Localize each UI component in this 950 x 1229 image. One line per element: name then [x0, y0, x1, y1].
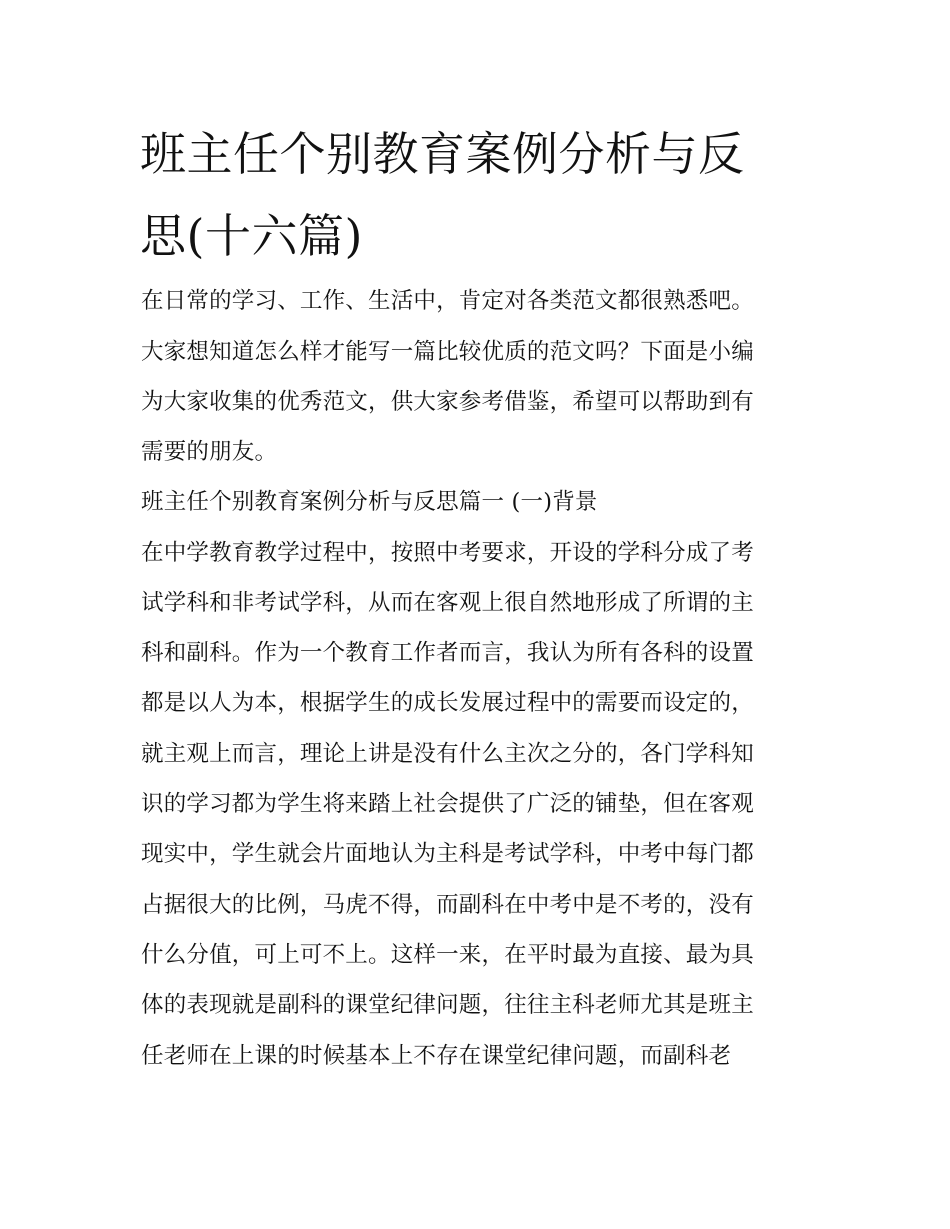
- body-line-11: 任老师在上课的时候基本上不存在课堂纪律问题，而副科老: [141, 1043, 732, 1069]
- body-line-5: 就主观上而言，理论上讲是没有什么主次之分的，各门学科知: [141, 741, 754, 767]
- body-line-6: 识的学习都为学生将来踏上社会提供了广泛的铺垫，但在客观: [141, 791, 754, 817]
- intro-line-3: 为大家收集的优秀范文，供大家参考借鉴，希望可以帮助到有: [141, 389, 754, 415]
- title-line-2: 思(十六篇): [140, 209, 363, 263]
- body-line-8: 占据很大的比例，马虎不得，而副科在中考中是不考的，没有: [141, 892, 754, 918]
- intro-line-2: 大家想知道怎么样才能写一篇比较优质的范文吗？下面是小编: [141, 339, 754, 365]
- body-line-9: 什么分值，可上可不上。这样一来，在平时最为直接、最为具: [141, 942, 754, 968]
- body-line-4: 都是以人为本，根据学生的成长发展过程中的需要而设定的，: [141, 690, 754, 716]
- section-heading: 班主任个别教育案例分析与反思篇一 (一)背景: [141, 489, 598, 515]
- body-line-2: 试学科和非考试学科，从而在客观上很自然地形成了所谓的主: [141, 590, 754, 616]
- intro-line-4: 需要的朋友。: [141, 439, 278, 465]
- document-title: [140, 113, 820, 277]
- body-line-10: 体的表现就是副科的课堂纪律问题，往往主科老师尤其是班主: [141, 992, 754, 1018]
- body-line-3: 科和副科。作为一个教育工作者而言，我认为所有各科的设置: [141, 640, 754, 666]
- title-line-1: 班主任个别教育案例分析与反: [140, 127, 745, 181]
- intro-line-1: 在日常的学习、工作、生活中，肯定对各类范文都很熟悉吧。: [141, 288, 754, 314]
- body-line-1: 在中学教育教学过程中，按照中考要求，开设的学科分成了考: [141, 540, 754, 566]
- body-line-7: 现实中，学生就会片面地认为主科是考试学科，中考中每门都: [141, 841, 754, 867]
